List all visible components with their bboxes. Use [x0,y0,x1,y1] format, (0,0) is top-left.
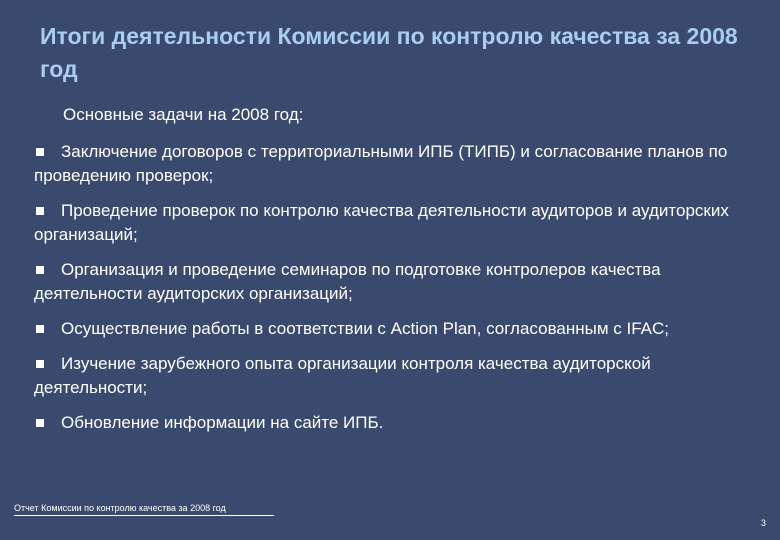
square-bullet-icon [36,419,44,427]
square-bullet-icon [36,325,44,333]
list-item-text: Изучение зарубежного опыта организации контроля качества аудиторской деятельности; [34,354,651,397]
slide-footer: Отчет Комиссии по контролю качества за 2008 год [14,503,226,513]
task-list [34,140,756,446]
footer-divider [14,515,274,516]
list-item [34,317,756,341]
square-bullet-icon [36,266,44,274]
list-item [34,199,756,247]
page-number: 3 [760,518,766,528]
list-item-text: Заключение договоров с территориальными ИПБ (ТИПБ) и согласование планов по проведению проверок; [34,142,728,185]
section-heading: Основные задачи на 2008 год: [63,105,304,124]
list-item-text: Обновление информации на сайте ИПБ. [61,413,384,432]
square-bullet-icon [36,148,44,156]
square-bullet-icon [36,360,44,368]
square-bullet-icon [36,207,44,215]
slide-title: Итоги деятельности Комиссии по контролю качества за 2008 год [40,23,738,82]
list-item [34,140,756,188]
list-item [34,258,756,306]
list-item-text: Организация и проведение семинаров по подготовке контролеров качества деятельности аудиторских организаций; [34,260,661,303]
list-item [34,411,756,435]
list-item [34,352,756,400]
list-item-text: Осуществление работы в соответствии с Action Plan, согласованным с IFAC; [61,319,670,338]
list-item-text: Проведение проверок по контролю качества деятельности аудиторов и аудиторских организаций; [34,201,729,244]
